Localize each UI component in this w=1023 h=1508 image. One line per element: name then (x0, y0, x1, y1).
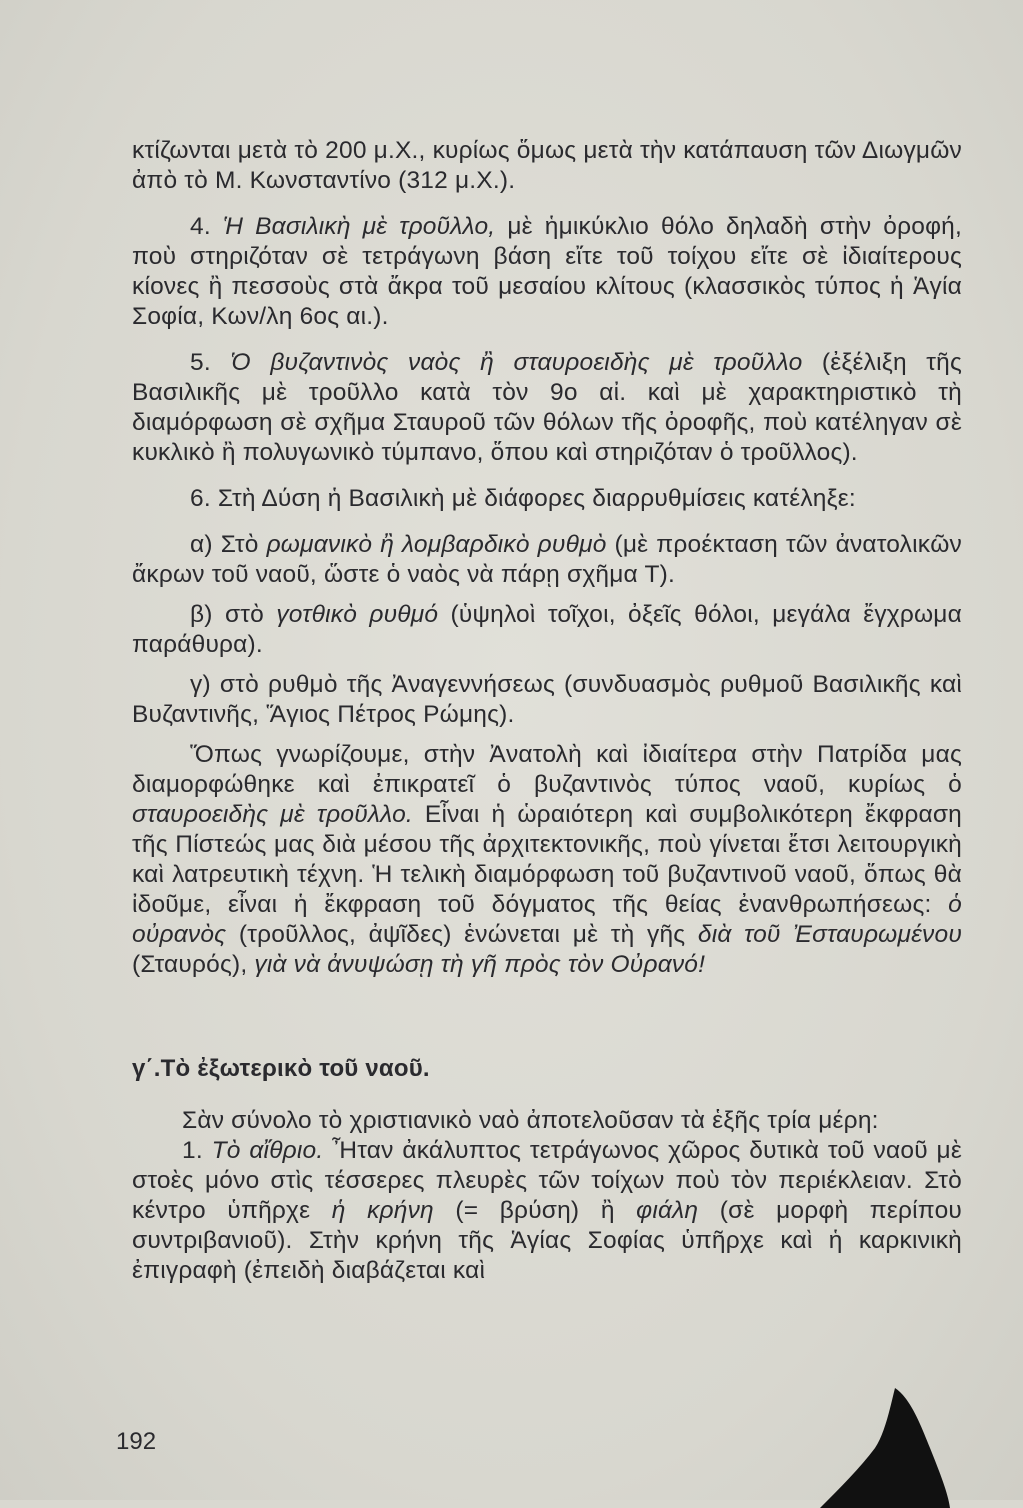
paragraph-6b: β) στὸ γοτθικὸ ρυθμό (ὑψηλοὶ τοῖχοι, ὀξεῖς θόλοι, μεγάλα ἔγχρωμα παράθυρα). (132, 601, 962, 658)
paragraph-atrium: 1. Τὸ αἴθριο. Ἦταν ἀκάλυπτος τετράγωνος χῶρος δυτικὰ τοῦ ναοῦ μὲ στοὲς μόνο στὶς τέσσερες πλευρὲς τῶν τοίχων ποὺ τὸν περιέκλειαν. Στὸ κέντρο ὑπῆρχε ἡ κρήνη (= βρύση) ἢ φιάλη (σὲ μορφὴ περίπου συντριβανιοῦ). Στὴν κρήνη τῆς Ἁγίας Σοφίας ὑπῆρχε καὶ ἡ καρκινικὴ ἐπιγραφὴ (ἐπειδὴ διαβάζεται καὶ (132, 1137, 962, 1284)
section-heading: γ΄.Τὸ ἐξωτερικὸ τοῦ ναοῦ. (132, 1055, 430, 1082)
page-body (132, 136, 962, 1286)
paragraph-6: 6. Στὴ Δύση ἡ Βασιλικὴ μὲ διάφορες διαρρυθμίσεις κατέληξε: (190, 485, 856, 512)
paragraph-1: κτίζωνται μετὰ τὸ 200 μ.Χ., κυρίως ὅμως μετὰ τὴν κατάπαυση τῶν Διωγμῶν ἀπὸ τὸ Μ. Κωνσταντίνο (312 μ.Χ.). (132, 137, 962, 194)
paragraph-6c: γ) στὸ ρυθμὸ τῆς Ἀναγεννήσεως (συνδυασμὸς ρυθμοῦ Βασιλικῆς καὶ Βυζαντινῆς, Ἅγιος Πέτρος Ρώμης). (132, 671, 962, 728)
paragraph-byzantine: Ὅπως γνωρίζουμε, στὴν Ἀνατολὴ καὶ ἰδιαίτερα στὴν Πατρίδα μας διαμορφώθηκε καὶ ἐπικρατεῖ ὁ βυζαντινὸς τύπος ναοῦ, κυρίως ὁ σταυροειδὴς μὲ τροῦλλο. Εἶναι ἡ ὡραιότερη καὶ συμβολικότερη ἔκφραση τῆς Πίστεώς μας διὰ μέσου τῆς ἀρχιτεκτονικῆς, ποὺ γίνεται ἔτσι λειτουργικὴ καὶ λατρευτικὴ τέχνη. Ἡ τελικὴ διαμόρφωση τοῦ βυζαντινοῦ ναοῦ, ὅπως θὰ ἰδοῦμε, εἶναι ἡ ἔκφραση τοῦ δόγματος τῆς θείας ἐνανθρωπήσεως: ὁ οὐρανὸς (τροῦλλος, ἀψῖδες) ἑνώνεται μὲ τὴ γῆς διὰ τοῦ Ἐσταυρωμένου (Σταυρός), γιὰ νὰ ἀνυψώσῃ τὴ γῆ πρὸς τὸν Οὐρανό! (132, 741, 962, 978)
paragraph-5: 5. Ὁ βυζαντινὸς ναὸς ἢ σταυροειδὴς μὲ τροῦλλο (ἐξέλιξη τῆς Βασιλικῆς μὲ τροῦλλο κατὰ τὸν 9ο αἰ. καὶ μὲ χαρακτηριστικὸ τὴ διαμόρφωση σὲ σχῆμα Σταυροῦ τῶν θόλων τῆς ὀροφῆς, ποὺ κατέληγαν σὲ κυκλικὸ ἢ πολυγωνικὸ τύμπανο, ὅπου καὶ στηριζόταν ὁ τροῦλλος). (132, 349, 962, 466)
paragraph-intro: Σὰν σύνολο τὸ χριστιανικὸ ναὸ ἀποτελοῦσαν τὰ ἑξῆς τρία μέρη: (182, 1107, 879, 1134)
paragraph-4: 4. Ἡ Βασιλικὴ μὲ τροῦλλο, μὲ ἡμικύκλιο θόλο δηλαδὴ στὴν ὀροφή, ποὺ στηριζόταν σὲ τετράγωνη βάση εἴτε τοῦ τοίχου εἴτε σὲ ἰδιαίτερους κίονες ἢ πεσσοὺς στὰ ἄκρα τοῦ μεσαίου κλίτους (κλασσικὸς τύπος ἡ Ἁγία Σοφία, Κων/λη 6ος αι.). (132, 213, 962, 330)
page-number: 192 (116, 1428, 157, 1455)
ink-smudge (800, 1378, 950, 1508)
paragraph-6a: α) Στὸ ρωμανικὸ ἢ λομβαρδικὸ ρυθμὸ (μὲ προέκταση τῶν ἀνατολικῶν ἄκρων τοῦ ναοῦ, ὥστε ὁ ναὸς νὰ πάρῃ σχῆμα Τ). (132, 531, 962, 588)
